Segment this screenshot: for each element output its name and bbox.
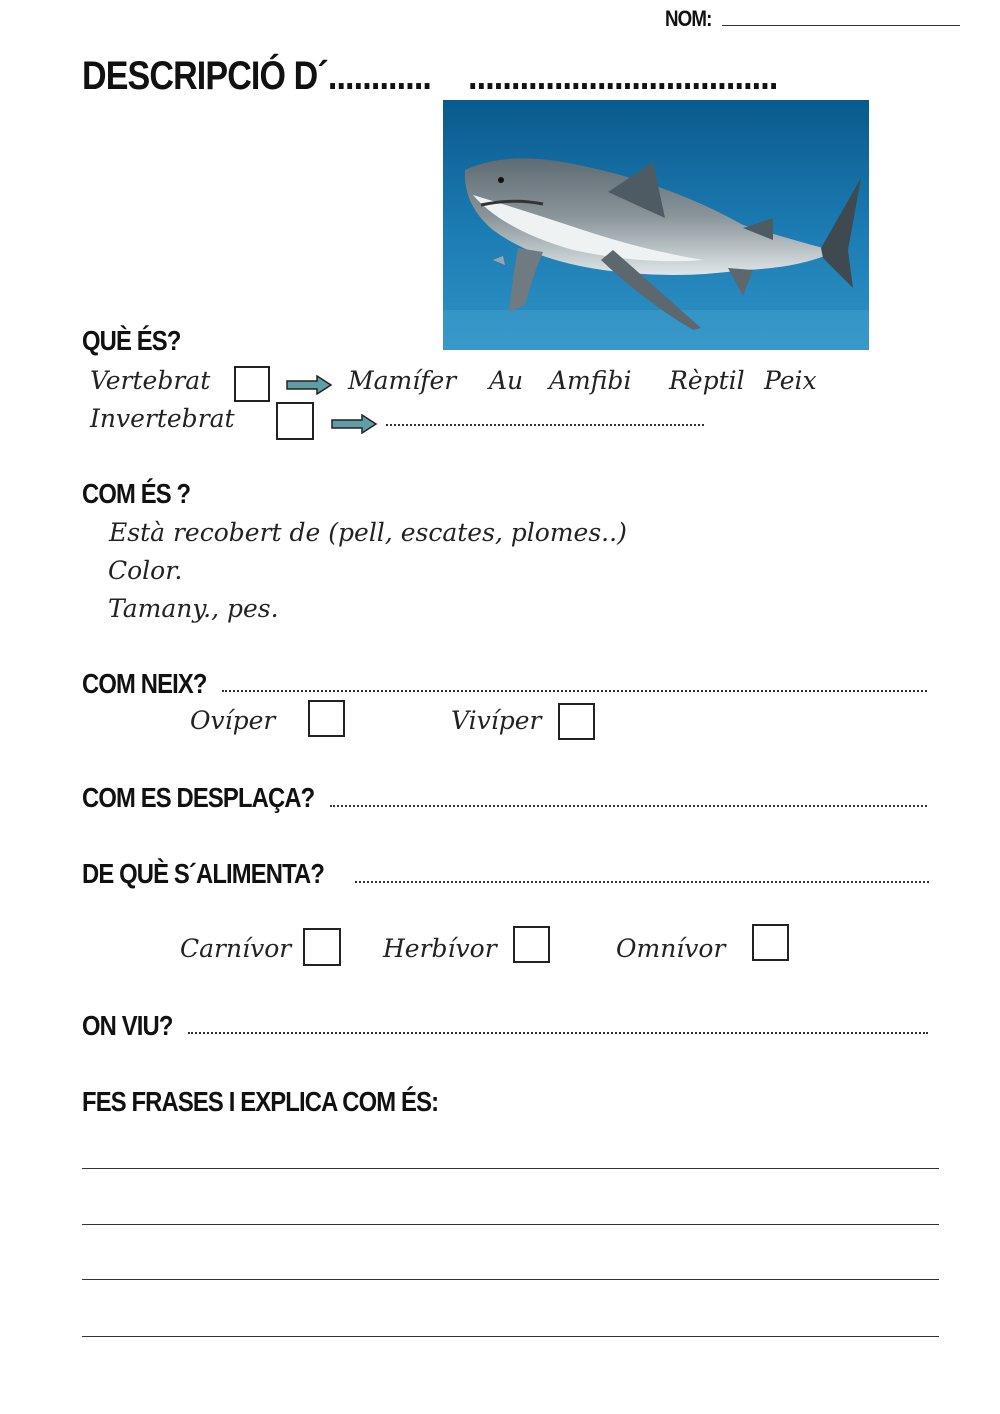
com-es-line-3: Tamany., pes. — [108, 594, 279, 623]
fes-frases-heading: FES FRASES I EXPLICA COM ÉS: — [82, 1086, 439, 1117]
vivipar-label: Vivíper — [451, 706, 542, 735]
nom-label: NOM: — [665, 6, 712, 31]
vivipar-checkbox[interactable] — [558, 703, 595, 740]
option-reptil[interactable]: Rèptil — [669, 366, 745, 395]
page-title — [82, 54, 431, 99]
writing-line[interactable] — [82, 1168, 939, 1169]
com-desplaca-answer-line[interactable] — [330, 805, 927, 807]
oviper-checkbox[interactable] — [308, 700, 345, 737]
arrow-icon — [285, 375, 333, 395]
on-viu-answer-line[interactable] — [188, 1032, 928, 1034]
option-peix[interactable]: Peix — [764, 366, 817, 395]
option-amfibi[interactable]: Amfibi — [549, 366, 632, 395]
omnivor-label: Omnívor — [616, 934, 726, 963]
herbivor-label: Herbívor — [383, 934, 497, 963]
on-viu-heading: ON VIU? — [82, 1010, 173, 1041]
title-dots-1: ............ — [327, 54, 432, 98]
vertebrat-checkbox[interactable] — [234, 366, 270, 402]
invertebrat-label: Invertebrat — [90, 404, 235, 433]
option-mamifer[interactable]: Mamífer — [348, 366, 457, 395]
writing-line[interactable] — [82, 1336, 939, 1337]
writing-line[interactable] — [82, 1279, 939, 1280]
alimenta-answer-line[interactable] — [355, 881, 929, 883]
com-es-line-2: Color. — [108, 556, 183, 585]
com-desplaca-heading: COM ES DESPLAÇA? — [82, 782, 315, 813]
option-au[interactable]: Au — [489, 366, 524, 395]
carnivor-checkbox[interactable] — [303, 928, 341, 966]
com-neix-answer-line[interactable] — [222, 690, 927, 692]
oviper-label: Ovíper — [190, 706, 276, 735]
arrow-icon — [330, 414, 378, 434]
writing-line[interactable] — [82, 1224, 939, 1225]
que-es-heading: QUÈ ÉS? — [82, 325, 181, 356]
com-es-line-1: Està recobert de (pell, escates, plomes..) — [109, 518, 627, 547]
vertebrat-label: Vertebrat — [90, 366, 211, 395]
omnivor-checkbox[interactable] — [752, 924, 789, 961]
invertebrat-answer-line[interactable] — [386, 424, 704, 426]
title-prefix: DESCRIPCIÓ D´ — [82, 54, 328, 98]
title-dots-2: .................................... — [468, 54, 778, 98]
shark-image — [443, 100, 869, 350]
alimenta-heading: DE QUÈ S´ALIMENTA? — [82, 858, 325, 889]
com-neix-heading: COM NEIX? — [82, 668, 207, 699]
carnivor-label: Carnívor — [180, 934, 292, 963]
nom-field[interactable] — [722, 25, 960, 26]
herbivor-checkbox[interactable] — [513, 926, 550, 963]
com-es-heading: COM ÉS ? — [82, 478, 191, 509]
invertebrat-checkbox[interactable] — [276, 402, 314, 440]
